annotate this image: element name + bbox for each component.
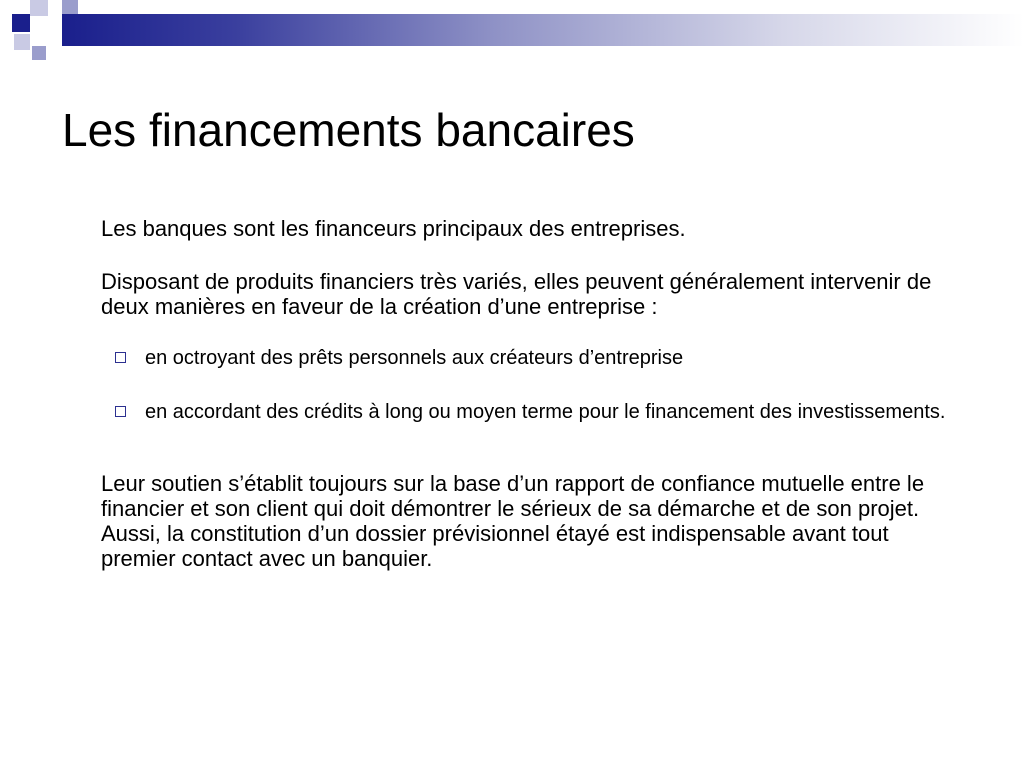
decor-square-white xyxy=(48,14,62,46)
decor-square-dark xyxy=(12,14,30,32)
bullet-item xyxy=(101,347,961,369)
decor-square-white xyxy=(32,30,46,44)
decor-square-light xyxy=(14,34,30,50)
decor-square-medium xyxy=(32,46,46,60)
hollow-square-bullet-icon xyxy=(115,406,126,417)
bullet-item xyxy=(101,401,961,423)
header-gradient-bar xyxy=(62,14,1024,46)
bullet-list xyxy=(101,347,961,423)
bullet-text: en accordant des crédits à long ou moyen terme pour le financement des investissements. xyxy=(145,401,946,423)
decor-square-medium xyxy=(62,0,78,14)
header-decoration xyxy=(0,0,1024,64)
decor-square-light xyxy=(30,0,48,16)
body-paragraph: Les banques sont les financeurs principaux des entreprises. xyxy=(101,216,686,241)
body-paragraph: Disposant de produits financiers très variés, elles peuvent généralement intervenir de deux manières en faveur de la création d’une entreprise : xyxy=(101,269,932,319)
slide-title: Les financements bancaires xyxy=(62,104,635,156)
hollow-square-bullet-icon xyxy=(115,352,126,363)
closing-paragraph: Leur soutien s’établit toujours sur la base d’un rapport de confiance mutuelle entre le financier et son client qui doit démontrer le sérieux de sa démarche et de son projet. Aussi, la constitution d’un dossier prévisionnel étayé est indispensable avant tout premier contact avec un banquier. xyxy=(101,471,925,571)
slide-body xyxy=(101,216,961,571)
bullet-text: en octroyant des prêts personnels aux créateurs d’entreprise xyxy=(145,347,684,369)
